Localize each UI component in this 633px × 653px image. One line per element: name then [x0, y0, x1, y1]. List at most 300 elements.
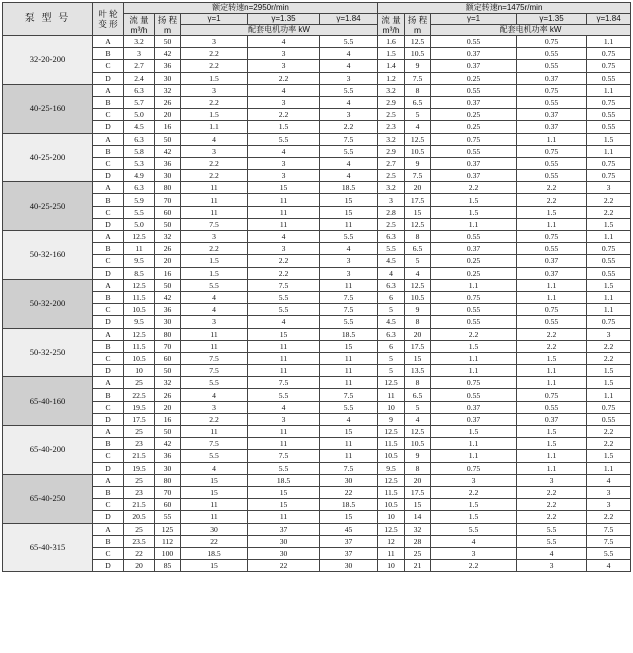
power-2950-g1-cell: 18.5: [181, 547, 248, 559]
head-2950-cell: 70: [155, 340, 181, 352]
table-row: [3, 182, 631, 194]
power-2950-g1-cell: 30: [181, 523, 248, 535]
power-2950-g1-cell: 2.2: [181, 170, 248, 182]
power-1475-g1-cell: 0.37: [431, 157, 517, 169]
head-2950-cell: 50: [155, 133, 181, 145]
power-1475-g1-cell: 0.37: [431, 413, 517, 425]
power-1475-g1-cell: 0.37: [431, 60, 517, 72]
table-row: [3, 291, 631, 303]
head-1475-cell: 15: [405, 499, 431, 511]
flow-2950-cell: 25: [124, 426, 155, 438]
header-speed-1475: 额定转速n=1475r/min: [378, 3, 631, 14]
flow-2950-cell: 11: [124, 243, 155, 255]
power-2950-g135-cell: 3: [248, 48, 320, 60]
head-2950-cell: 60: [155, 352, 181, 364]
head-1475-cell: 10.5: [405, 145, 431, 157]
power-2950-g1-cell: 15: [181, 486, 248, 498]
power-1475-g184-cell: 1.1: [587, 462, 631, 474]
power-2950-g1-cell: 1.5: [181, 267, 248, 279]
power-1475-g1-cell: 0.75: [431, 291, 517, 303]
pump-model-cell: 40-25-250: [3, 182, 93, 231]
power-2950-g184-cell: 3: [320, 267, 378, 279]
flow-2950-cell: 10.5: [124, 304, 155, 316]
head-1475-cell: 21: [405, 560, 431, 572]
power-2950-g135-cell: 2.2: [248, 109, 320, 121]
power-1475-g135-cell: 0.37: [517, 121, 587, 133]
head-1475-cell: 5: [405, 255, 431, 267]
head-1475-cell: 8: [405, 84, 431, 96]
power-2950-g1-cell: 3: [181, 145, 248, 157]
power-2950-g135-cell: 5.5: [248, 389, 320, 401]
power-1475-g184-cell: 2.2: [587, 511, 631, 523]
power-2950-g184-cell: 37: [320, 535, 378, 547]
head-2950-cell: 42: [155, 145, 181, 157]
power-2950-g1-cell: 2.2: [181, 243, 248, 255]
impeller-variant-cell: A: [93, 426, 124, 438]
power-2950-g184-cell: 3: [320, 72, 378, 84]
flow-2950-cell: 25: [124, 474, 155, 486]
pump-model-cell: 32-20-200: [3, 36, 93, 85]
power-1475-g184-cell: 1.1: [587, 84, 631, 96]
power-1475-g1-cell: 1.5: [431, 340, 517, 352]
power-2950-g1-cell: 11: [181, 182, 248, 194]
power-1475-g135-cell: 1.5: [517, 206, 587, 218]
power-1475-g135-cell: 0.75: [517, 231, 587, 243]
table-row: [3, 72, 631, 84]
power-1475-g135-cell: 0.55: [517, 170, 587, 182]
power-1475-g184-cell: 0.75: [587, 96, 631, 108]
pump-model-cell: 40-25-160: [3, 84, 93, 133]
table-row: [3, 170, 631, 182]
power-2950-g135-cell: 3: [248, 170, 320, 182]
power-2950-g1-cell: 15: [181, 474, 248, 486]
table-row: [3, 474, 631, 486]
power-1475-g184-cell: 1.5: [587, 377, 631, 389]
flow-1475-cell: 2.7: [378, 157, 405, 169]
power-2950-g184-cell: 3: [320, 255, 378, 267]
head-2950-cell: 36: [155, 450, 181, 462]
head-1475-cell: 12.5: [405, 279, 431, 291]
head-2950-cell: 26: [155, 96, 181, 108]
table-row: [3, 206, 631, 218]
head-1475-cell: 7.5: [405, 72, 431, 84]
power-2950-g135-cell: 11: [248, 218, 320, 230]
flow-1475-cell: 3.2: [378, 84, 405, 96]
power-1475-g1-cell: 1.5: [431, 206, 517, 218]
power-2950-g135-cell: 7.5: [248, 279, 320, 291]
head-1475-cell: 8: [405, 462, 431, 474]
flow-1475-cell: 10.5: [378, 450, 405, 462]
head-2950-cell: 20: [155, 401, 181, 413]
flow-2950-cell: 6.3: [124, 84, 155, 96]
power-2950-g1-cell: 15: [181, 560, 248, 572]
header-head-label: 扬 程: [407, 14, 428, 25]
power-1475-g1-cell: 4: [431, 535, 517, 547]
head-2950-cell: 125: [155, 523, 181, 535]
head-2950-cell: 16: [155, 267, 181, 279]
flow-2950-cell: 5.5: [124, 206, 155, 218]
power-2950-g135-cell: 3: [248, 157, 320, 169]
table-row: [3, 243, 631, 255]
power-2950-g1-cell: 11: [181, 194, 248, 206]
head-2950-cell: 20: [155, 109, 181, 121]
head-2950-cell: 50: [155, 218, 181, 230]
power-1475-g184-cell: 2.2: [587, 426, 631, 438]
power-1475-g184-cell: 0.75: [587, 157, 631, 169]
pump-model-cell: 50-32-160: [3, 231, 93, 280]
pump-model-cell: 65-40-315: [3, 523, 93, 572]
head-2950-cell: 42: [155, 48, 181, 60]
table-row: [3, 84, 631, 96]
table-row: [3, 413, 631, 425]
head-1475-cell: 9: [405, 60, 431, 72]
power-1475-g1-cell: 1.1: [431, 218, 517, 230]
power-1475-g184-cell: 0.75: [587, 316, 631, 328]
power-1475-g184-cell: 2.2: [587, 206, 631, 218]
power-1475-g135-cell: 0.37: [517, 267, 587, 279]
power-1475-g135-cell: 0.75: [517, 145, 587, 157]
power-2950-g135-cell: 7.5: [248, 450, 320, 462]
power-2950-g1-cell: 11: [181, 206, 248, 218]
power-1475-g135-cell: 2.2: [517, 182, 587, 194]
flow-1475-cell: 1.5: [378, 48, 405, 60]
flow-2950-cell: 12.5: [124, 231, 155, 243]
power-1475-g135-cell: 1.1: [517, 279, 587, 291]
header-power-2950: 配套电机功率 kW: [181, 25, 378, 36]
power-2950-g184-cell: 4: [320, 170, 378, 182]
power-2950-g1-cell: 7.5: [181, 438, 248, 450]
power-1475-g135-cell: 1.1: [517, 450, 587, 462]
power-2950-g1-cell: 11: [181, 426, 248, 438]
power-2950-g184-cell: 18.5: [320, 182, 378, 194]
power-1475-g184-cell: 0.55: [587, 413, 631, 425]
impeller-variant-cell: B: [93, 96, 124, 108]
flow-2950-cell: 25: [124, 377, 155, 389]
table-row: [3, 523, 631, 535]
impeller-variant-cell: D: [93, 121, 124, 133]
head-2950-cell: 70: [155, 194, 181, 206]
power-2950-g184-cell: 15: [320, 206, 378, 218]
power-1475-g184-cell: 1.5: [587, 218, 631, 230]
power-1475-g135-cell: 2.2: [517, 328, 587, 340]
table-row: [3, 365, 631, 377]
power-2950-g1-cell: 2.2: [181, 157, 248, 169]
power-1475-g184-cell: 1.5: [587, 450, 631, 462]
flow-1475-cell: 4.5: [378, 316, 405, 328]
power-2950-g1-cell: 2.2: [181, 96, 248, 108]
power-1475-g135-cell: 1.1: [517, 377, 587, 389]
flow-2950-cell: 5.0: [124, 218, 155, 230]
power-2950-g135-cell: 11: [248, 426, 320, 438]
flow-2950-cell: 5.8: [124, 145, 155, 157]
power-1475-g1-cell: 0.37: [431, 170, 517, 182]
power-1475-g1-cell: 1.1: [431, 352, 517, 364]
power-1475-g184-cell: 3: [587, 486, 631, 498]
power-2950-g135-cell: 15: [248, 182, 320, 194]
impeller-variant-cell: C: [93, 547, 124, 559]
power-1475-g135-cell: 5.5: [517, 535, 587, 547]
pump-model-cell: 50-32-200: [3, 279, 93, 328]
power-1475-g184-cell: 1.1: [587, 36, 631, 48]
table-row: [3, 486, 631, 498]
flow-2950-cell: 22: [124, 547, 155, 559]
table-row: [3, 511, 631, 523]
table-row: [3, 401, 631, 413]
power-1475-g1-cell: 1.1: [431, 279, 517, 291]
header-gamma-1-1475: γ=1: [431, 14, 517, 25]
head-1475-cell: 15: [405, 352, 431, 364]
power-2950-g1-cell: 5.5: [181, 450, 248, 462]
header-flow-1475: [378, 14, 405, 36]
power-2950-g135-cell: 5.5: [248, 462, 320, 474]
power-1475-g184-cell: 0.55: [587, 255, 631, 267]
impeller-variant-cell: C: [93, 255, 124, 267]
power-2950-g135-cell: 3: [248, 60, 320, 72]
power-2950-g184-cell: 4: [320, 243, 378, 255]
flow-2950-cell: 23: [124, 438, 155, 450]
impeller-variant-cell: B: [93, 145, 124, 157]
power-2950-g184-cell: 15: [320, 426, 378, 438]
power-2950-g184-cell: 5.5: [320, 84, 378, 96]
header-power-1475: 配套电机功率 kW: [431, 25, 631, 36]
head-2950-cell: 80: [155, 182, 181, 194]
flow-2950-cell: 9.5: [124, 255, 155, 267]
power-2950-g1-cell: 2.2: [181, 48, 248, 60]
flow-2950-cell: 21.5: [124, 450, 155, 462]
head-1475-cell: 13.5: [405, 365, 431, 377]
impeller-variant-cell: C: [93, 401, 124, 413]
table-row: [3, 36, 631, 48]
power-2950-g135-cell: 15: [248, 499, 320, 511]
power-2950-g135-cell: 11: [248, 438, 320, 450]
table-body: [3, 36, 631, 572]
power-1475-g135-cell: 0.55: [517, 48, 587, 60]
flow-1475-cell: 5: [378, 365, 405, 377]
power-2950-g1-cell: 7.5: [181, 352, 248, 364]
header-flow-unit: m³/h: [130, 24, 148, 35]
power-2950-g1-cell: 2.2: [181, 413, 248, 425]
flow-1475-cell: 5: [378, 304, 405, 316]
header-head-1475: [405, 14, 431, 36]
flow-2950-cell: 4.5: [124, 121, 155, 133]
head-1475-cell: 8: [405, 231, 431, 243]
power-2950-g135-cell: 15: [248, 486, 320, 498]
power-2950-g1-cell: 3: [181, 316, 248, 328]
pump-model-cell: 50-32-250: [3, 328, 93, 377]
flow-1475-cell: 11.5: [378, 438, 405, 450]
power-1475-g1-cell: 2.2: [431, 328, 517, 340]
header-speed-2950: 额定转速n=2950r/min: [124, 3, 378, 14]
power-1475-g1-cell: 0.55: [431, 304, 517, 316]
impeller-variant-cell: A: [93, 523, 124, 535]
table-row: [3, 426, 631, 438]
power-2950-g1-cell: 11: [181, 499, 248, 511]
power-2950-g184-cell: 4: [320, 413, 378, 425]
impeller-variant-cell: D: [93, 462, 124, 474]
power-2950-g184-cell: 3: [320, 109, 378, 121]
head-1475-cell: 20: [405, 182, 431, 194]
head-2950-cell: 50: [155, 426, 181, 438]
head-1475-cell: 4: [405, 121, 431, 133]
power-1475-g1-cell: 0.55: [431, 84, 517, 96]
power-2950-g135-cell: 2.2: [248, 267, 320, 279]
power-1475-g1-cell: 1.5: [431, 511, 517, 523]
table-row: [3, 352, 631, 364]
head-2950-cell: 16: [155, 413, 181, 425]
power-1475-g1-cell: 0.55: [431, 145, 517, 157]
power-2950-g184-cell: 22: [320, 486, 378, 498]
table-row: [3, 450, 631, 462]
flow-1475-cell: 12: [378, 535, 405, 547]
power-1475-g135-cell: 2.2: [517, 511, 587, 523]
table-row: [3, 96, 631, 108]
power-2950-g1-cell: 22: [181, 535, 248, 547]
flow-2950-cell: 25: [124, 523, 155, 535]
header-flow-label: 流 量: [381, 14, 401, 25]
power-1475-g135-cell: 0.75: [517, 84, 587, 96]
head-1475-cell: 6.5: [405, 389, 431, 401]
table-row: [3, 194, 631, 206]
flow-2950-cell: 12.5: [124, 328, 155, 340]
power-2950-g1-cell: 4: [181, 389, 248, 401]
power-2950-g1-cell: 1.5: [181, 72, 248, 84]
power-1475-g1-cell: 1.1: [431, 438, 517, 450]
impeller-variant-cell: C: [93, 157, 124, 169]
power-1475-g1-cell: 0.25: [431, 255, 517, 267]
flow-1475-cell: 9.5: [378, 462, 405, 474]
head-1475-cell: 7.5: [405, 170, 431, 182]
impeller-variant-cell: B: [93, 535, 124, 547]
table-row: [3, 535, 631, 547]
power-2950-g184-cell: 15: [320, 194, 378, 206]
power-1475-g1-cell: 0.75: [431, 133, 517, 145]
flow-1475-cell: 6.3: [378, 231, 405, 243]
power-1475-g135-cell: 0.55: [517, 401, 587, 413]
head-2950-cell: 70: [155, 486, 181, 498]
head-2950-cell: 50: [155, 279, 181, 291]
table-row: [3, 340, 631, 352]
power-1475-g1-cell: 0.25: [431, 109, 517, 121]
flow-1475-cell: 2.5: [378, 109, 405, 121]
flow-2950-cell: 11.5: [124, 291, 155, 303]
power-1475-g184-cell: 0.75: [587, 401, 631, 413]
power-1475-g135-cell: 3: [517, 474, 587, 486]
power-1475-g135-cell: 3: [517, 560, 587, 572]
power-1475-g184-cell: 0.55: [587, 109, 631, 121]
power-2950-g1-cell: 4: [181, 462, 248, 474]
pump-model-cell: 65-40-250: [3, 474, 93, 523]
power-1475-g135-cell: 1.5: [517, 352, 587, 364]
flow-2950-cell: 5.7: [124, 96, 155, 108]
power-2950-g184-cell: 5.5: [320, 316, 378, 328]
power-1475-g1-cell: 2.2: [431, 560, 517, 572]
power-2950-g184-cell: 4: [320, 48, 378, 60]
power-1475-g1-cell: 0.37: [431, 96, 517, 108]
power-2950-g135-cell: 15: [248, 328, 320, 340]
impeller-variant-cell: A: [93, 133, 124, 145]
power-2950-g184-cell: 11: [320, 352, 378, 364]
power-2950-g184-cell: 4: [320, 60, 378, 72]
power-1475-g184-cell: 2.2: [587, 194, 631, 206]
power-2950-g135-cell: 4: [248, 316, 320, 328]
impeller-variant-cell: A: [93, 231, 124, 243]
flow-1475-cell: 2.5: [378, 218, 405, 230]
power-1475-g184-cell: 3: [587, 499, 631, 511]
header-model: 泵 型 号: [3, 3, 93, 36]
power-2950-g135-cell: 5.5: [248, 304, 320, 316]
flow-1475-cell: 3: [378, 194, 405, 206]
table-row: [3, 255, 631, 267]
flow-2950-cell: 21.5: [124, 499, 155, 511]
head-2950-cell: 80: [155, 328, 181, 340]
table-row: [3, 328, 631, 340]
power-1475-g1-cell: 0.37: [431, 401, 517, 413]
power-2950-g1-cell: 1.1: [181, 121, 248, 133]
power-1475-g1-cell: 0.55: [431, 316, 517, 328]
power-2950-g184-cell: 4: [320, 96, 378, 108]
power-1475-g135-cell: 0.55: [517, 157, 587, 169]
power-2950-g184-cell: 5.5: [320, 231, 378, 243]
power-2950-g135-cell: 4: [248, 401, 320, 413]
power-2950-g1-cell: 2.2: [181, 60, 248, 72]
flow-2950-cell: 3: [124, 48, 155, 60]
impeller-variant-cell: B: [93, 48, 124, 60]
power-2950-g135-cell: 3: [248, 243, 320, 255]
flow-1475-cell: 2.3: [378, 121, 405, 133]
flow-2950-cell: 2.7: [124, 60, 155, 72]
power-1475-g184-cell: 0.75: [587, 60, 631, 72]
head-1475-cell: 4: [405, 267, 431, 279]
power-1475-g135-cell: 1.1: [517, 133, 587, 145]
head-1475-cell: 10.5: [405, 48, 431, 60]
power-2950-g184-cell: 18.5: [320, 328, 378, 340]
power-2950-g1-cell: 4: [181, 304, 248, 316]
power-2950-g135-cell: 11: [248, 352, 320, 364]
pump-model-cell: 65-40-200: [3, 426, 93, 475]
head-2950-cell: 42: [155, 291, 181, 303]
head-2950-cell: 50: [155, 36, 181, 48]
power-1475-g184-cell: 1.1: [587, 389, 631, 401]
power-2950-g135-cell: 11: [248, 511, 320, 523]
flow-2950-cell: 23.5: [124, 535, 155, 547]
impeller-variant-cell: B: [93, 389, 124, 401]
pump-model-cell: 65-40-160: [3, 377, 93, 426]
power-1475-g135-cell: 0.37: [517, 413, 587, 425]
table-row: [3, 60, 631, 72]
flow-1475-cell: 10.5: [378, 499, 405, 511]
head-1475-cell: 10.5: [405, 438, 431, 450]
head-1475-cell: 5: [405, 109, 431, 121]
power-1475-g1-cell: 0.37: [431, 243, 517, 255]
power-2950-g184-cell: 7.5: [320, 389, 378, 401]
power-1475-g184-cell: 2.2: [587, 340, 631, 352]
flow-2950-cell: 5.9: [124, 194, 155, 206]
impeller-variant-cell: B: [93, 438, 124, 450]
table-row: [3, 389, 631, 401]
table-row: [3, 304, 631, 316]
head-1475-cell: 6.5: [405, 96, 431, 108]
head-1475-cell: 8: [405, 377, 431, 389]
power-1475-g184-cell: 1.1: [587, 291, 631, 303]
table-row: [3, 279, 631, 291]
table-row: [3, 462, 631, 474]
pump-model-cell: 40-25-200: [3, 133, 93, 182]
power-1475-g135-cell: 1.1: [517, 218, 587, 230]
impeller-variant-cell: C: [93, 60, 124, 72]
power-1475-g184-cell: 1.1: [587, 145, 631, 157]
head-2950-cell: 30: [155, 462, 181, 474]
power-2950-g1-cell: 5.5: [181, 377, 248, 389]
